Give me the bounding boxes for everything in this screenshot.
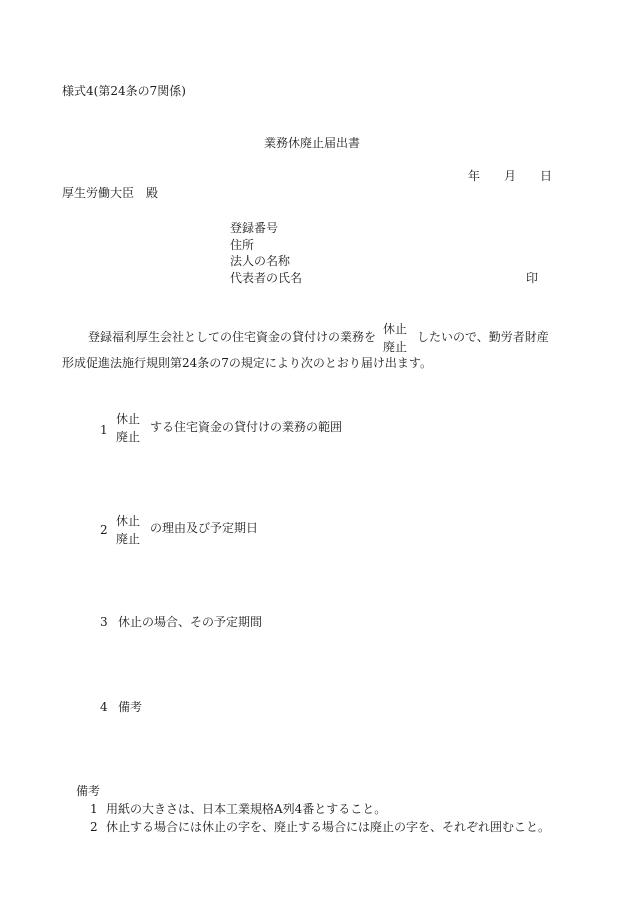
body-line-2: 形成促進法施行規則第24条の7の規定により次のとおり届け出ます。 bbox=[62, 356, 432, 370]
item-number: 3 bbox=[100, 615, 108, 629]
notes-heading: 備考 bbox=[76, 784, 101, 798]
note-number: 2 bbox=[90, 820, 98, 834]
item-choice bbox=[116, 512, 140, 548]
choice-suspend: 休止 bbox=[383, 322, 408, 336]
note-text: 休止する場合には休止の字を、廃止する場合には廃止の字を、それぞれ囲むこと。 bbox=[106, 820, 551, 834]
item-text: の理由及び予定期日 bbox=[150, 521, 259, 535]
item-choice bbox=[116, 410, 140, 446]
corporation-name-label: 法人の名称 bbox=[230, 254, 291, 268]
choice-abolish: 廃止 bbox=[383, 340, 408, 354]
choice-abolish: 廃止 bbox=[116, 430, 141, 444]
representative-name-label: 代表者の氏名 bbox=[230, 271, 303, 285]
date-day: 日 bbox=[540, 169, 553, 183]
item-number: 1 bbox=[100, 423, 108, 437]
choice-abolish: 廃止 bbox=[116, 532, 141, 546]
document-title: 業務休廃止届出書 bbox=[264, 136, 361, 150]
body-line-1-pre: 登録福利厚生会社としての住宅資金の貸付けの業務を bbox=[88, 330, 377, 344]
note-number: 1 bbox=[90, 802, 98, 816]
addressee: 厚生労働大臣 殿 bbox=[62, 186, 159, 200]
form-reference: 様式4(第24条の7関係) bbox=[62, 84, 186, 98]
choice-suspend: 休止 bbox=[116, 514, 141, 528]
item-number: 4 bbox=[100, 700, 108, 714]
body-line-1-post: したいので、勤労者財産 bbox=[417, 330, 549, 344]
registration-number-label: 登録番号 bbox=[230, 221, 279, 235]
choice-suspend: 休止 bbox=[116, 412, 141, 426]
item-number: 2 bbox=[100, 523, 108, 537]
item-text: 備考 bbox=[118, 700, 143, 714]
seal-mark: 印 bbox=[526, 271, 539, 285]
date-year: 年 bbox=[468, 169, 481, 183]
item-text: する住宅資金の貸付けの業務の範囲 bbox=[150, 420, 343, 434]
date-month: 月 bbox=[504, 169, 517, 183]
body-choice bbox=[383, 320, 407, 356]
item-text: 休止の場合、その予定期間 bbox=[118, 615, 263, 629]
note-text: 用紙の大きさは、日本工業規格A列4番とすること。 bbox=[106, 802, 387, 816]
address-label: 住所 bbox=[230, 238, 255, 252]
